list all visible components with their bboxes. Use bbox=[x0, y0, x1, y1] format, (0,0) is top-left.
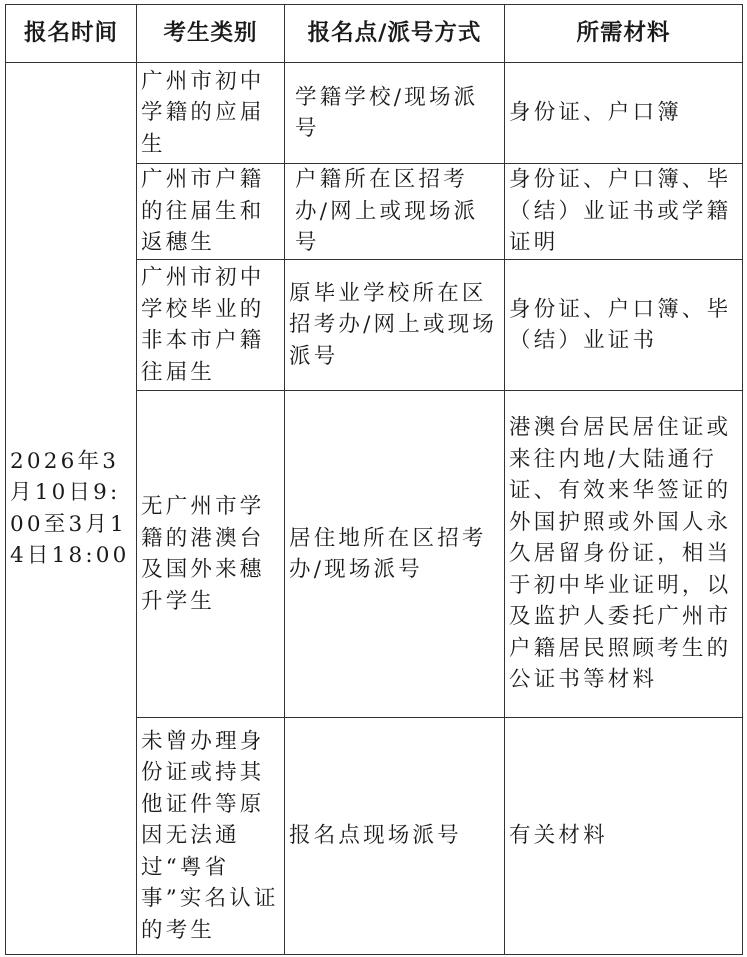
point-cell: 户籍所在区招考办/网上或现场派号 bbox=[285, 164, 505, 260]
point-cell: 原毕业学校所在区招考办/网上或现场派号 bbox=[285, 260, 505, 391]
registration-table bbox=[5, 4, 743, 955]
category-cell: 广州市初中学籍的应届生 bbox=[137, 63, 285, 164]
materials-cell: 有关材料 bbox=[505, 718, 743, 955]
category-cell: 无广州市学籍的港澳台及国外来穗升学生 bbox=[137, 391, 285, 718]
point-cell: 报名点现场派号 bbox=[285, 718, 505, 955]
header-time: 报名时间 bbox=[6, 5, 137, 63]
materials-cell: 港澳台居民居住证或来往内地/大陆通行证、有效来华签证的外国护照或外国人永久居留身份证，相当于初中毕业证明，以及监护人委托广州市户籍居民照顾考生的公证书等材料 bbox=[505, 391, 743, 718]
header-materials: 所需材料 bbox=[505, 5, 743, 63]
table-row bbox=[6, 63, 743, 164]
header-point: 报名点/派号方式 bbox=[285, 5, 505, 63]
point-cell: 学籍学校/现场派号 bbox=[285, 63, 505, 164]
point-cell: 居住地所在区招考办/现场派号 bbox=[285, 391, 505, 718]
header-row bbox=[6, 5, 743, 63]
materials-cell: 身份证、户口簿、毕（结）业证书或学籍证明 bbox=[505, 164, 743, 260]
registration-time-cell: 2026年3月10日9:00至3月14日18:00 bbox=[6, 63, 137, 955]
materials-cell: 身份证、户口簿、毕（结）业证书 bbox=[505, 260, 743, 391]
category-cell: 广州市初中学校毕业的非本市户籍往届生 bbox=[137, 260, 285, 391]
category-cell: 广州市户籍的往届生和返穗生 bbox=[137, 164, 285, 260]
header-category: 考生类别 bbox=[137, 5, 285, 63]
materials-cell: 身份证、户口簿 bbox=[505, 63, 743, 164]
category-cell: 未曾办理身份证或持其他证件等原因无法通过“粤省事”实名认证的考生 bbox=[137, 718, 285, 955]
